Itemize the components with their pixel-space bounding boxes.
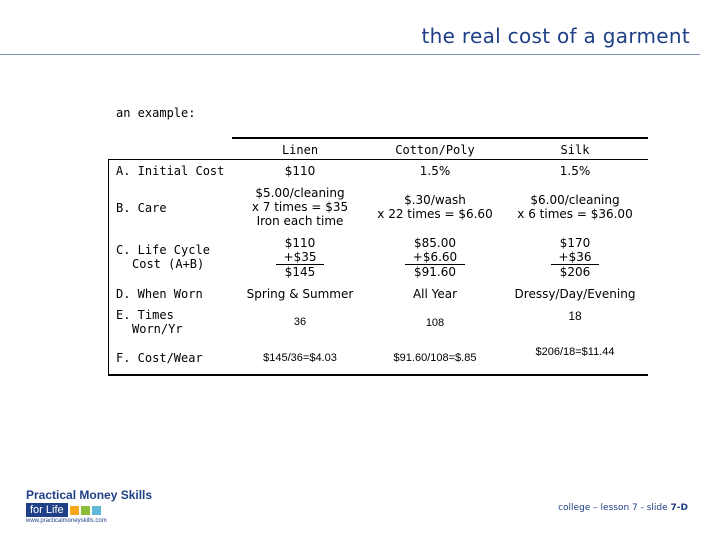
logo-tagline: for Life (26, 503, 68, 517)
footer-slide-id: 7-D (670, 503, 688, 513)
slide-title: the real cost of a garment (421, 24, 690, 48)
cotton-lc-base: $85.00 (414, 236, 456, 250)
cotton-times-worn: 108 (425, 317, 445, 329)
silk-lc-base: $170 (559, 236, 591, 250)
linen-when-worn: Spring & Summer (246, 287, 354, 301)
cotton-initial-cost: 1.5% (419, 164, 451, 178)
cotton-lc-total: $91.60 (414, 265, 456, 279)
linen-initial-cost: $110 (284, 164, 316, 178)
silk-cost-wear: $206/18=$11.44 (535, 346, 615, 358)
silk-care (510, 193, 640, 221)
header-cotton-poly: Cotton/Poly (395, 143, 475, 157)
intro-text: an example: (116, 106, 196, 120)
linen-care-line1: $5.00/cleaning (255, 186, 345, 200)
linen-care-line2: x 7 times = $35 (251, 200, 349, 214)
logo-square-orange (70, 506, 79, 515)
header-linen: Linen (281, 143, 319, 157)
linen-life-cycle (240, 236, 360, 279)
cotton-care-line2: x 22 times = $6.60 (377, 207, 493, 221)
silk-times-worn: 18 (568, 309, 582, 323)
row-label-life-cycle (116, 243, 210, 271)
logo-url: www.practicalmoneyskills.com (26, 518, 107, 524)
cotton-life-cycle (370, 236, 500, 279)
slide-footer (558, 503, 688, 513)
life-cycle-label-line1: C. Life Cycle (116, 243, 210, 257)
linen-lc-base: $110 (284, 236, 316, 250)
logo-square-green (81, 506, 90, 515)
practical-money-skills-logo (26, 488, 186, 528)
cotton-cost-wear: $91.60/108=$.85 (393, 352, 477, 364)
header-silk: Silk (560, 143, 590, 157)
table-top-rule (232, 137, 648, 139)
silk-care-line2: x 6 times = $36.00 (517, 207, 633, 221)
row-label-care: B. Care (116, 201, 167, 215)
linen-lc-add: +$35 (276, 250, 325, 265)
silk-lc-total: $206 (559, 265, 591, 279)
table-bottom-rule (108, 374, 648, 376)
cotton-lc-add: +$6.60 (405, 250, 465, 265)
row-label-times-worn (116, 308, 183, 336)
silk-lc-add: +$36 (551, 250, 600, 265)
times-worn-label-line1: E. Times (116, 308, 174, 322)
cotton-care (370, 193, 500, 221)
row-label-when-worn: D. When Worn (116, 287, 203, 301)
cotton-when-worn: All Year (412, 287, 458, 301)
life-cycle-label-line2: Cost (A+B) (132, 257, 205, 271)
linen-care (240, 186, 360, 228)
table-left-rule (108, 159, 109, 375)
times-worn-label-line2: Worn/Yr (132, 322, 183, 336)
logo-wordmark: Practical Money Skills (26, 488, 153, 502)
linen-times-worn: 36 (293, 316, 307, 328)
silk-when-worn: Dressy/Day/Evening (514, 287, 636, 301)
silk-life-cycle (510, 236, 640, 279)
silk-care-line1: $6.00/cleaning (530, 193, 620, 207)
row-label-cost-wear: F. Cost/Wear (116, 351, 203, 365)
logo-tagline-row (26, 503, 186, 517)
linen-cost-wear: $145/36=$4.03 (263, 352, 337, 364)
row-label-initial-cost: A. Initial Cost (116, 164, 225, 178)
silk-initial-cost: 1.5% (559, 164, 591, 178)
linen-care-line3: Iron each time (256, 214, 344, 228)
title-divider (0, 54, 700, 55)
cotton-care-line1: $.30/wash (404, 193, 466, 207)
footer-text: college – lesson 7 - slide (558, 503, 671, 513)
header-bottom-rule (108, 159, 648, 160)
linen-lc-total: $145 (284, 265, 316, 279)
logo-square-blue (92, 506, 101, 515)
